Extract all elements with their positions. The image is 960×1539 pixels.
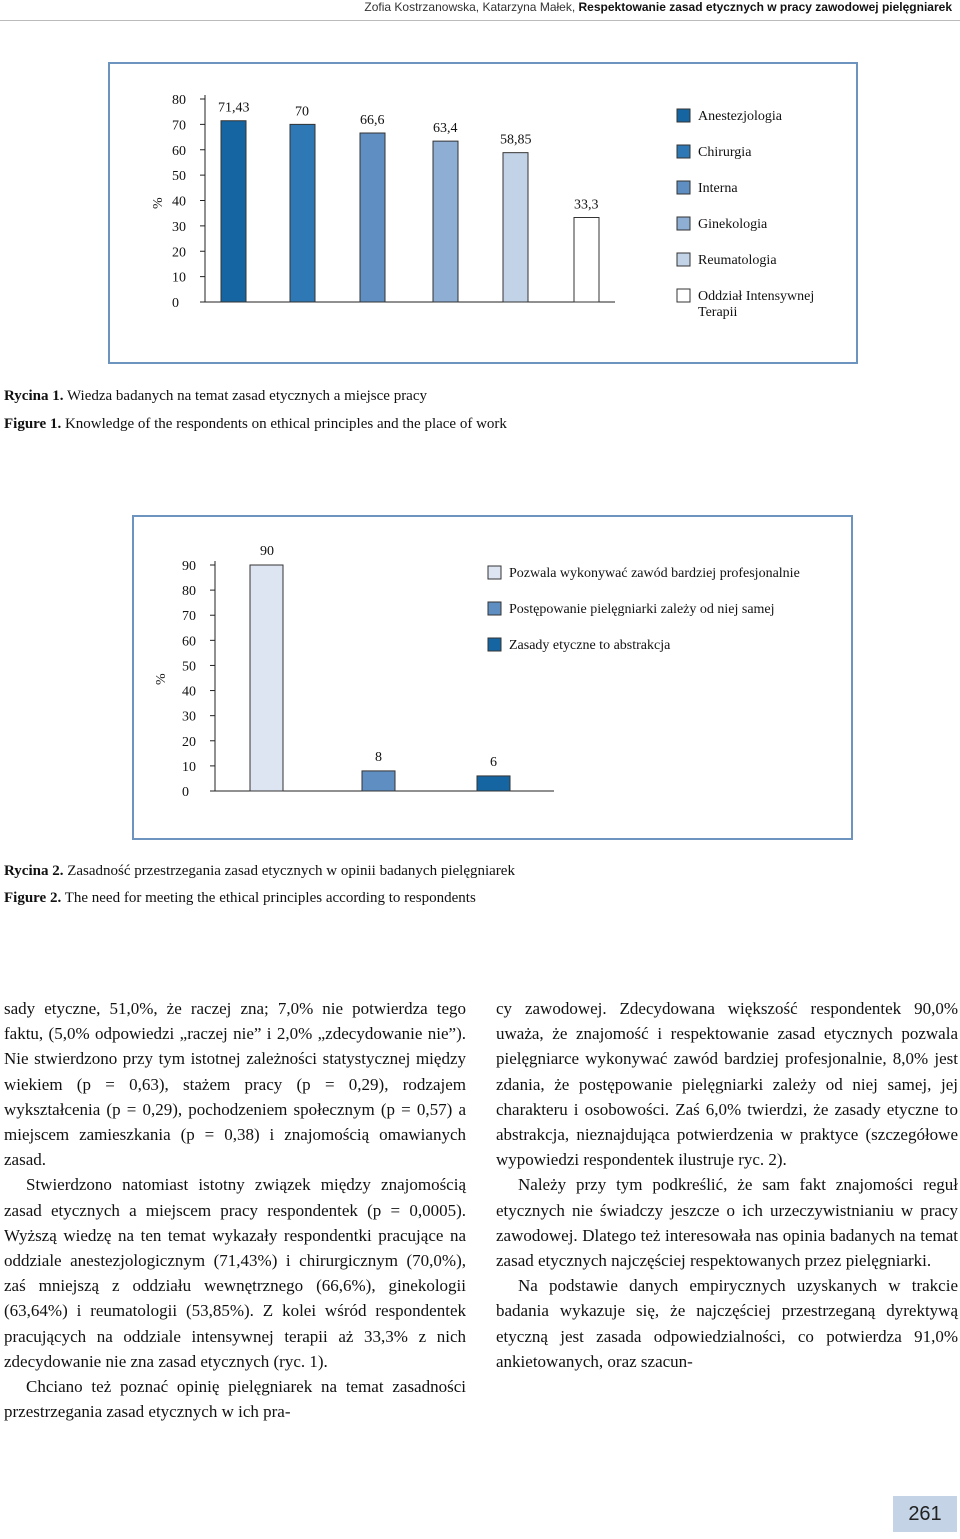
bar-value-label: 33,3: [574, 197, 599, 213]
bar-value-label: 6: [490, 754, 497, 770]
legend-label: Interna: [698, 181, 738, 196]
figure-1-caption-pl-label: Rycina 1.: [4, 388, 64, 404]
legend-swatch: [677, 217, 690, 230]
figure-1-caption-pl-text: Wiedza badanych na temat zasad etycznych a miejsce pracy: [63, 388, 427, 404]
bar-value-label: 58,85: [500, 132, 532, 148]
paragraph: Stwierdzono natomiast istotny związek między znajomością zasad etycznych a miejscem pracy respondentek (p = 0,0005). Wyższą wiedzę na ten temat wykazały respondentki pracujące na oddziale anestezjologicznym (71,43%) i chirurgicznym (70,0%), zaś mniejszą z oddziału wewnętrznego (66,6%), ginekologii (63,64%) i reumatologii (53,85%). Z kolei wśród respondentek pracujących na oddziale intensywnej terapii aż 33,3% z nich zdecydowanie nie zna zasad etycznych (ryc. 1).: [4, 1175, 466, 1371]
paragraph: cy zawodowej. Zdecydowana większość respondentek 90,0% uważa, że znajomość i respektowanie zasad etycznych pozwala pielęgniarce wykonywać zawód bardziej profesjonalnie, 8,0% jest zdania, że postępowanie pielęgniarki zależy od niej samej, jej charakteru i osobowości. Zaś 6,0% twierdzi, że zasady etyczne to abstrakcja, nieznajdująca potwierdzenia w praktyce (szczegółowe wypowiedzi respondentek ilustruje ryc. 2).: [496, 999, 958, 1170]
y-tick-label: 50: [172, 169, 186, 185]
legend-swatch: [488, 566, 501, 579]
legend-swatch: [677, 181, 690, 194]
bar: [362, 771, 395, 791]
legend-swatch: [677, 109, 690, 122]
bar-value-label: 90: [260, 544, 274, 559]
figure-1-svg: [110, 64, 856, 362]
bar: [250, 565, 283, 791]
legend-label: Pozwala wykonywać zawód bardziej profesjonalnie: [509, 566, 800, 581]
paragraph: Chciano też poznać opinię pielęgniarek na temat zasadności przestrzegania zasad etycznych w ich pra-: [4, 1377, 466, 1422]
y-axis-label: %: [151, 197, 166, 209]
legend-label: Zasady etyczne to abstrakcja: [509, 638, 671, 653]
y-tick-label: 60: [172, 143, 186, 159]
figure-1-caption-en-text: Knowledge of the respondents on ethical principles and the place of work: [61, 416, 507, 432]
figure-1-caption-en: [4, 416, 507, 433]
y-tick-label: 90: [182, 559, 196, 574]
y-tick-label: 10: [172, 270, 186, 286]
y-tick-label: 70: [182, 609, 196, 625]
bar: [290, 124, 315, 302]
figure-2-svg: [134, 517, 851, 838]
page-number: 261: [893, 1496, 957, 1532]
figure-1-caption-pl: [4, 388, 427, 405]
bar-value-label: 70: [295, 104, 309, 120]
bar-value-label: 63,4: [433, 121, 458, 137]
y-tick-label: 0: [182, 785, 189, 800]
body-column-right: [496, 996, 958, 1374]
paragraph: Na podstawie danych empirycznych uzyskanych w trakcie badania wykazuje się, że najczęściej przestrzeganą dyrektywą etyczną jest zasada odpowiedzialności, co potwierdza 91,0% ankietowanych, oraz szacun-: [496, 1276, 958, 1371]
legend-label: Postępowanie pielęgniarki zależy od niej samej: [509, 602, 775, 617]
figure-1-chart: [108, 62, 858, 364]
y-tick-label: 80: [172, 93, 186, 108]
legend-swatch: [677, 145, 690, 158]
paragraph: Należy przy tym podkreślić, że sam fakt znajomości reguł etycznych nie świadczy jeszcze o ich urzeczywistnianiu w pracy zawodowej. Dlatego też interesowała nas opinia badanych na temat zasad etycznych najczęściej respektowanych przez pielęgniarki.: [496, 1175, 958, 1271]
legend-swatch: [677, 253, 690, 266]
paragraph: sady etyczne, 51,0%, że raczej zna; 7,0% nie potwierdza tego faktu, (5,0% odpowiedzi „raczej nie” i 2,0% „zdecydowanie nie”). Nie stwierdzono przy tym istotnej zależności statystycznej między wiekiem (p = 0,63), stażem pracy (p = 0,29), rodzajem wykształcenia (p = 0,29), pochodzeniem społecznym (p = 0,57) a miejscem zamieszkania (p = 0,38) i znajomością omawianych zasad.: [4, 999, 466, 1170]
y-tick-label: 10: [182, 759, 196, 775]
header-title: Respektowanie zasad etycznych w pracy zawodowej pielęgniarek: [578, 0, 952, 14]
figure-2-chart: [132, 515, 853, 840]
bar: [433, 141, 458, 302]
figure-2-caption-pl-label: Rycina 2.: [4, 863, 64, 879]
y-axis-label: %: [154, 673, 169, 685]
bar-value-label: 8: [375, 749, 382, 765]
legend-swatch: [488, 638, 501, 651]
bar: [477, 776, 510, 791]
legend-label: Anestezjologia: [698, 109, 782, 124]
bar-value-label: 66,6: [360, 113, 385, 129]
bar-value-label: 71,43: [218, 100, 250, 116]
legend-label: Oddział Intensywnej: [698, 289, 815, 304]
legend-swatch: [488, 602, 501, 615]
y-tick-label: 0: [172, 296, 179, 311]
figure-2-caption-pl-text: Zasadność przestrzegania zasad etycznych w opinii badanych pielęgniarek: [63, 863, 515, 879]
legend-label: Reumatologia: [698, 253, 777, 268]
legend-label: Terapii: [698, 305, 738, 320]
y-tick-label: 60: [182, 634, 196, 650]
figure-2-caption-en-text: The need for meeting the ethical principles according to respondents: [61, 890, 476, 906]
y-tick-label: 30: [172, 219, 186, 235]
bar: [221, 121, 246, 302]
legend-label: Ginekologia: [698, 217, 768, 232]
bar: [360, 133, 385, 302]
figure-1-caption-en-label: Figure 1.: [4, 416, 62, 432]
legend-swatch: [677, 289, 690, 302]
y-tick-label: 20: [172, 245, 186, 261]
y-tick-label: 70: [172, 118, 186, 134]
header-rule: [0, 20, 960, 21]
figure-2-caption-en-label: Figure 2.: [4, 890, 62, 906]
y-tick-label: 40: [172, 194, 186, 210]
y-tick-label: 20: [182, 734, 196, 750]
y-tick-label: 80: [182, 584, 196, 600]
running-header: [364, 0, 952, 14]
figure-2-caption-pl: [4, 863, 515, 880]
bar: [503, 153, 528, 302]
figure-2-caption-en: [4, 890, 476, 907]
header-authors: Zofia Kostrzanowska, Katarzyna Małek,: [364, 0, 576, 14]
bar: [574, 218, 599, 302]
y-tick-label: 40: [182, 684, 196, 700]
body-column-left: [4, 996, 466, 1424]
legend-label: Chirurgia: [698, 145, 752, 160]
y-tick-label: 30: [182, 709, 196, 725]
y-tick-label: 50: [182, 659, 196, 675]
